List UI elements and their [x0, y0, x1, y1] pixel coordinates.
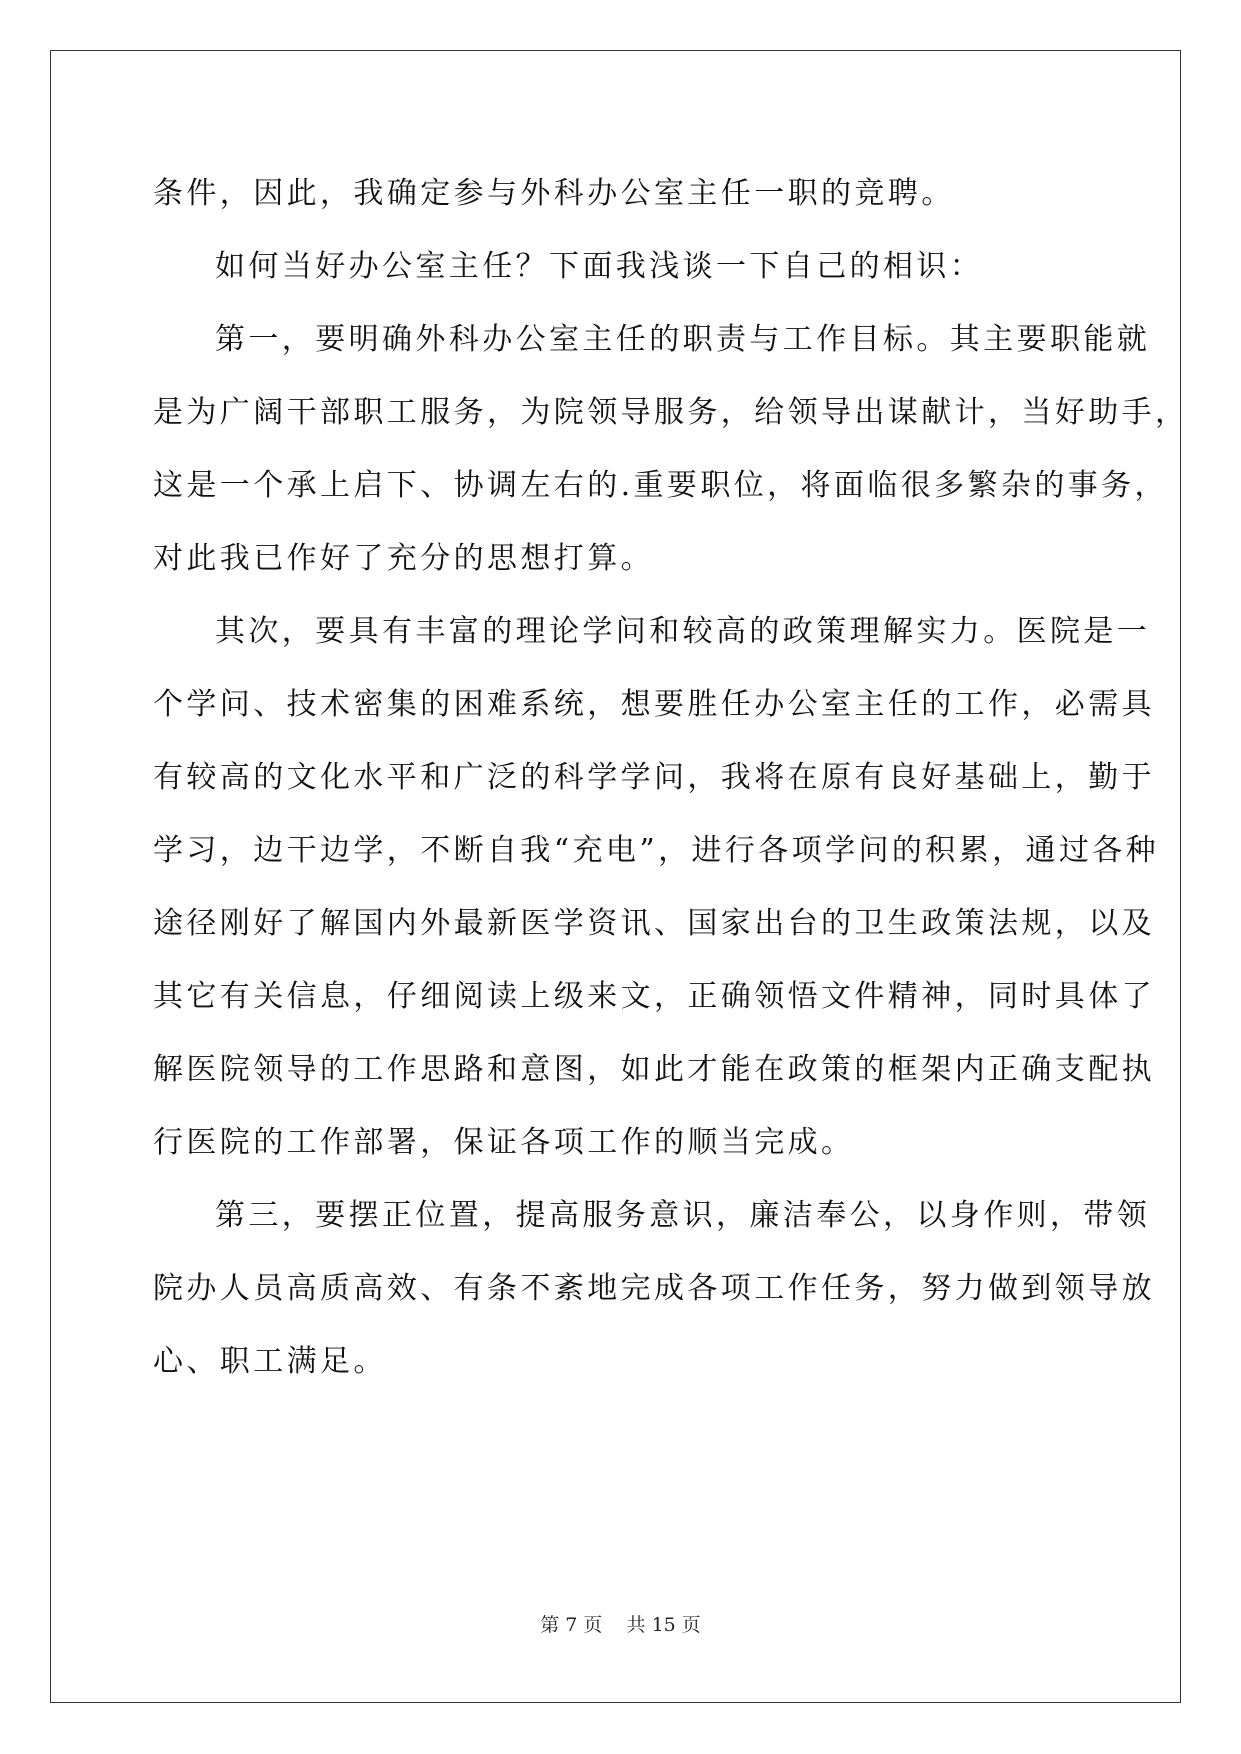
text-line: 其它有关信息，仔细阅读上级来文，正确领悟文件精神，同时具体了 — [153, 979, 1155, 1014]
page-total: 共 15 页 — [626, 1614, 701, 1636]
text-line: 其次，要具有丰富的理论学问和较高的政策理解实力。医院是一 — [215, 614, 1151, 649]
text-line: 对此我已作好了充分的思想打算。 — [153, 541, 654, 576]
text-line: 途径刚好了解国内外最新医学资讯、国家出台的卫生政策法规，以及 — [153, 906, 1155, 941]
text-line: 有较高的文化水平和广泛的科学学问，我将在原有良好基础上，勤于 — [153, 760, 1155, 795]
text-line: 学习，边干边学，不断自我“充电”，进行各项学问的积累，通过各种 — [153, 833, 1160, 868]
text-line: 是为广阔干部职工服务，为院领导服务，给领导出谋献计，当好助手， — [153, 395, 1189, 430]
text-line: 解医院领导的工作思路和意图，如此才能在政策的框架内正确支配执 — [153, 1052, 1155, 1087]
text-line: 院办人员高质高效、有条不紊地完成各项工作任务，努力做到领导放 — [153, 1271, 1155, 1306]
page-border — [50, 50, 1181, 1703]
text-line: 个学问、技术密集的困难系统，想要胜任办公室主任的工作，必需具 — [153, 687, 1155, 722]
text-line: 如何当好办公室主任？下面我浅谈一下自己的相识： — [215, 249, 984, 284]
text-line: 这是一个承上启下、协调左右的.重要职位，将面临很多繁杂的事务， — [153, 468, 1168, 503]
page-footer — [0, 1613, 1241, 1637]
text-line: 行医院的工作部署，保证各项工作的顺当完成。 — [153, 1125, 855, 1160]
text-line: 条件，因此，我确定参与外科办公室主任一职的竞聘。 — [153, 176, 955, 211]
page-number: 第 7 页 — [540, 1614, 603, 1636]
text-line: 第一，要明确外科办公室主任的职责与工作目标。其主要职能就 — [215, 322, 1151, 357]
text-line: 心、职工满足。 — [153, 1344, 387, 1379]
text-line: 第三，要摆正位置，提高服务意识，廉洁奉公，以身作则，带领 — [215, 1198, 1151, 1233]
